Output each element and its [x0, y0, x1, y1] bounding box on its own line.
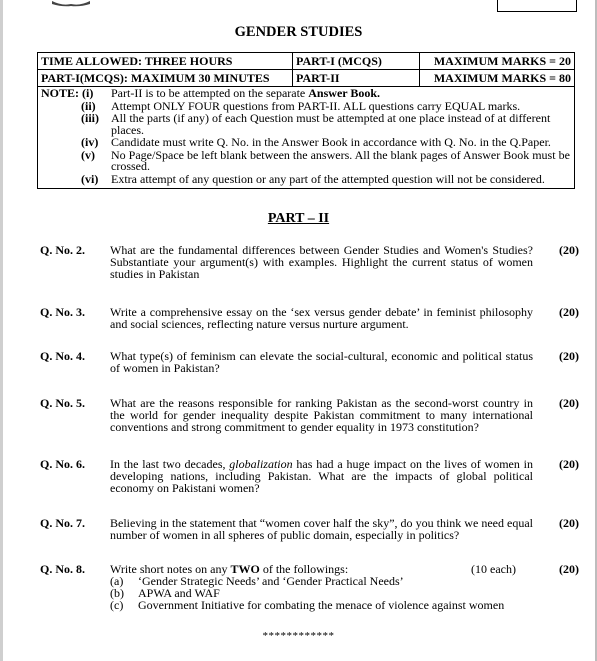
question-body — [110, 563, 540, 611]
question-text: What type(s) of feminism can elevate the social-cultural, economic and political status of women in Pakistan? — [110, 349, 533, 375]
question-marks: (20) — [559, 516, 579, 530]
sub-text: APWA and WAF — [138, 586, 220, 600]
note-emphasis: Answer Book. — [308, 86, 381, 100]
question-emphasis: TWO — [230, 562, 260, 576]
sub-question — [110, 599, 540, 611]
note-lead: NOTE: (i) — [41, 86, 94, 100]
sub-label: (b) — [110, 586, 124, 600]
instructions-notes — [38, 87, 575, 189]
sub-text: ‘Gender Strategic Needs’ and ‘Gender Practical Needs’ — [138, 574, 404, 588]
question-number: Q. No. 7. — [40, 516, 85, 530]
exam-info-table — [37, 52, 575, 189]
roll-number-box — [497, 0, 577, 12]
question-text-part: In the last two decades, — [110, 457, 230, 471]
note-text: Extra attempt of any question or any part of the attempted question will not be considered. — [111, 171, 545, 186]
note-text: All the parts (if any) of each Question must be attempted at one place instead of at different places. — [111, 111, 551, 137]
note-text: Part-II is to be attempted on the separate — [111, 86, 309, 100]
question-text: What are the reasons responsible for ranking Pakistan as the second-worst country in the world for gender inequality despite Pakistan commitment to many international conventions and strong commitment to gender equality in 1973 constitution? — [110, 396, 533, 434]
note-number: (iii) — [81, 111, 99, 125]
note-number: (v) — [81, 147, 95, 162]
question-marks: (20) — [559, 305, 579, 319]
time-allowed: TIME ALLOWED: THREE HOURS — [38, 53, 293, 70]
question-marks: (20) — [559, 396, 579, 410]
part-heading: PART – II — [267, 211, 330, 226]
question-marks: (20) — [559, 243, 579, 257]
question-number: Q. No. 8. — [40, 562, 85, 576]
note-number: (vi) — [81, 171, 99, 186]
question-marks: (20) — [559, 562, 579, 576]
question-marks: (20) — [559, 349, 579, 363]
question-number: Q. No. 6. — [40, 457, 85, 471]
note-item — [41, 171, 570, 186]
question-text: What are the fundamental differences between Gender Studies and Women's Studies? Substantiate your argument(s) with examples. Highlight the current status of women studies in Pakistan — [110, 243, 533, 281]
mcq-time: PART-I(MCQS): MAXIMUM 30 MINUTES — [38, 70, 293, 87]
note-number: (ii) — [81, 98, 96, 113]
question-number: Q. No. 2. — [40, 243, 85, 257]
question-text-part: has had a huge impact on the lives of women in developing nations, including Pakistan. What are the impacts of global political economy on Pakistani women? — [110, 457, 533, 495]
part2-label: PART-II — [293, 70, 420, 87]
page-edge-left — [0, 0, 3, 661]
question-text-part: Write short notes on any — [110, 562, 231, 576]
note-text: Attempt ONLY FOUR questions from PART-II. ALL questions carry EQUAL marks. — [111, 98, 521, 113]
sub-text: Government Initiative for combating the menace of violence against women — [138, 598, 505, 612]
sub-marks: (10 each) — [471, 562, 516, 576]
question-marks: (20) — [559, 457, 579, 471]
note-item — [41, 147, 570, 173]
paper-title: GENDER STUDIES — [234, 24, 363, 40]
question-text: Write a comprehensive essay on the ‘sex versus gender debate’ in feminist philosophy and social sciences, reflecting nature versus nurture argument. — [110, 305, 533, 331]
question-text-part: of the followings: — [259, 562, 349, 576]
end-marker: ************ — [262, 630, 335, 642]
question-number: Q. No. 3. — [40, 305, 85, 319]
question-emphasis: globalization — [229, 457, 293, 471]
question-text — [110, 458, 533, 494]
note-text: No Page/Space be left blank between the answers. All the blank pages of Answer Book must be crossed. — [111, 147, 570, 173]
question-number: Q. No. 4. — [40, 349, 85, 363]
emblem-fragment — [52, 0, 90, 7]
sub-label: (a) — [110, 574, 124, 588]
question-text: Believing in the statement that “women cover half the sky”, do you think we need equal number of women in all spheres of public domain, especially in politics? — [110, 516, 533, 542]
sub-label: (c) — [110, 598, 124, 612]
part1-label: PART-I (MCQS) — [293, 53, 420, 70]
note-item — [41, 113, 570, 136]
note-number: (iv) — [81, 135, 99, 149]
max-marks-part2: MAXIMUM MARKS = 80 — [420, 70, 575, 87]
question-number: Q. No. 5. — [40, 396, 85, 410]
note-text: Candidate must write Q. No. in the Answer Book in accordance with Q. No. in the Q.Paper. — [111, 135, 551, 149]
max-marks-part1: MAXIMUM MARKS = 20 — [420, 53, 575, 70]
